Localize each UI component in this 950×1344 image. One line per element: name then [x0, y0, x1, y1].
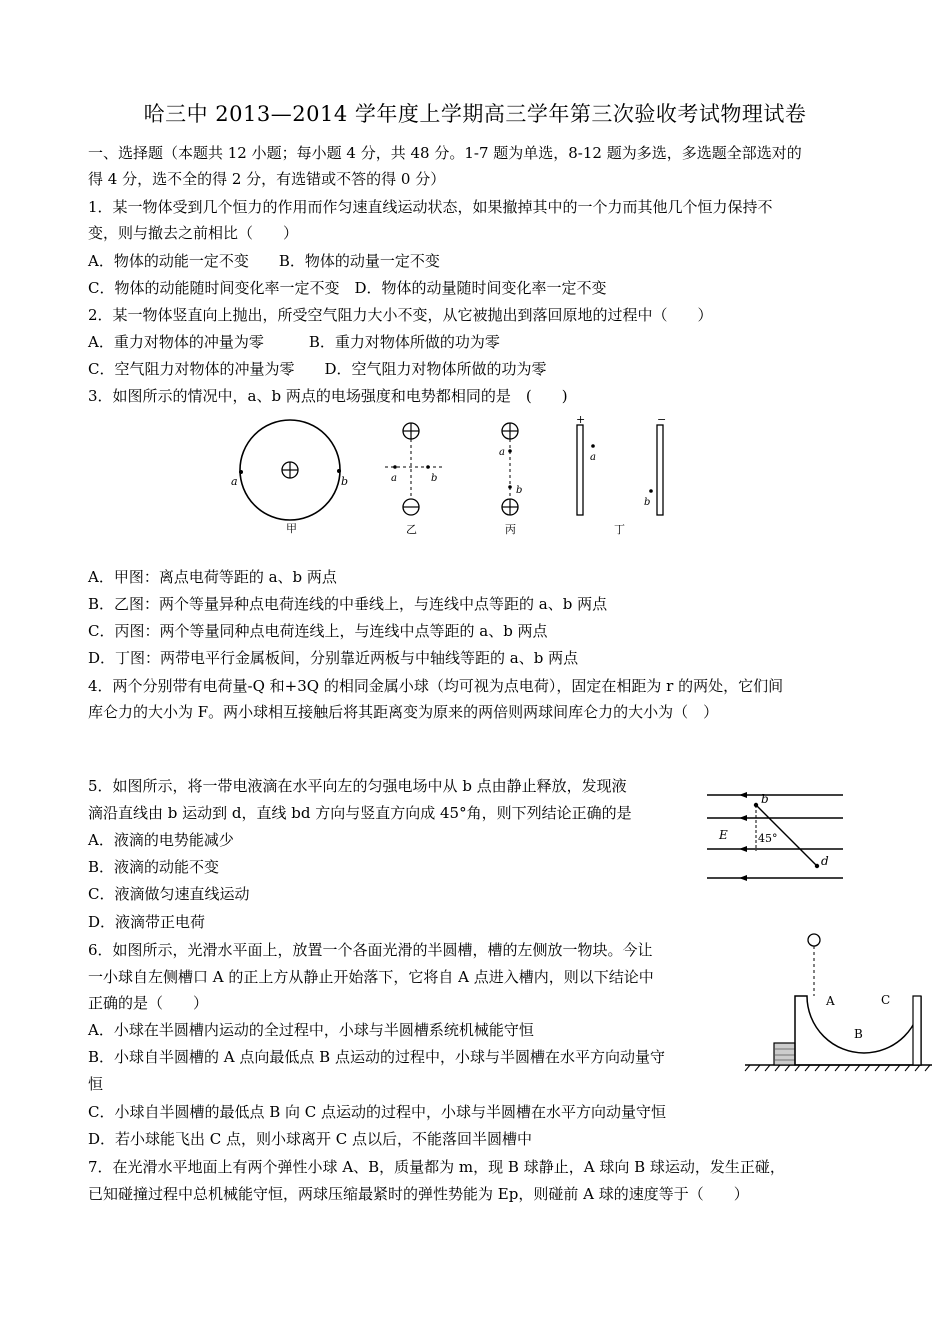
q3-fig4-minus-label: − [657, 415, 667, 426]
q6-option-c: C．小球自半圆槽的最低点 B 向 C 点运动的过程中，小球与半圆槽在水平方向动量守恒 [88, 1103, 667, 1121]
section-instructions: 一、选择题（本题共 12 小题；每小题 4 分，共 48 分。1-7 题为单选，8-12 题为多选，多选题全部选对的 [88, 144, 802, 162]
q3-stem: 3．如图所示的情况中，a、b 两点的电场强度和电势都相同的是 ( ) [88, 387, 568, 405]
q3-fig4-plus-label: + [576, 415, 586, 426]
q5-stem: 5．如图所示，将一带电液滴在水平向左的匀强电场中从 b 点由静止释放，发现液 [88, 777, 627, 795]
q5-option-c: C．液滴做匀速直线运动 [88, 885, 250, 903]
q6-option-b: B．小球自半圆槽的 A 点向最低点 B 点运动的过程中，小球与半圆槽在水平方向动量守 [88, 1048, 665, 1066]
q3-option-d: D．丁图：两带电平行金属板间，分别靠近两板与中轴线等距的 a、b 两点 [88, 649, 579, 667]
q5-fig-d-label: d [821, 854, 829, 868]
q3-fig3-a-label: a [499, 447, 505, 458]
q5-option-b: B．液滴的动能不变 [88, 858, 220, 876]
q3-fig2-a-label: a [391, 473, 397, 484]
q6-option-a: A．小球在半圆槽内运动的全过程中，小球与半圆槽系统机械能守恒 [88, 1021, 534, 1039]
q2-options-ab: A．重力对物体的冲量为零 B．重力对物体所做的功为零 [88, 333, 500, 351]
q6-fig-a-label: A [826, 994, 835, 1008]
q2-options-cd: C．空气阻力对物体的冲量为零 D．空气阻力对物体所做的功为零 [88, 360, 547, 378]
q1-options-cd: C．物体的动能随时间变化率一定不变 D．物体的动量随时间变化率一定不变 [88, 279, 607, 297]
q5-option-a: A．液滴的电势能减少 [88, 831, 234, 849]
q3-fig2-label: 乙 [406, 523, 417, 536]
q7-stem-cont: 已知碰撞过程中总机械能守恒，两球压缩最紧时的弹性势能为 Ep，则碰前 A 球的速度等于（ ） [88, 1185, 749, 1203]
q6-fig-b-label: B [854, 1027, 863, 1041]
q6-option-b-cont: 恒 [88, 1075, 104, 1093]
q3-fig3-label: 丙 [505, 523, 516, 536]
q3-fig1-a-label: a [231, 475, 238, 488]
q5-fig-field-label: E [719, 828, 728, 842]
q5-fig-b-label: b [761, 792, 769, 806]
q2-stem: 2．某一物体竖直向上抛出，所受空气阻力大小不变，从它被抛出到落回原地的过程中（ ） [88, 306, 713, 324]
q3-fig1-b-label: b [341, 475, 349, 488]
q3-fig3-b-label: b [516, 485, 523, 496]
q6-option-d: D．若小球能飞出 C 点，则小球离开 C 点以后，不能落回半圆槽中 [88, 1130, 533, 1148]
q3-fig4-b-label: b [644, 497, 651, 508]
q3-fig2-b-label: b [431, 473, 438, 484]
q5-figure [705, 785, 847, 885]
q3-option-b: B．乙图：两个等量异种点电荷连线的中垂线上，与连线中点等距的 a、b 两点 [88, 595, 608, 613]
q5-option-d: D．液滴带正电荷 [88, 913, 206, 931]
q3-fig4-label: 丁 [614, 523, 625, 536]
q3-figure [220, 415, 680, 540]
q4-stem: 4．两个分别带有电荷量-Q 和+3Q 的相同金属小球（均可视为点电荷），固定在相距为 r 的两处，它们间 [88, 677, 784, 695]
q6-stem-cont: 一小球自左侧槽口 A 的正上方从静止开始落下，它将自 A 点进入槽内，则以下结论中 [88, 968, 654, 986]
q3-fig4-a-label: a [590, 452, 596, 463]
q6-fig-c-label: C [881, 993, 891, 1007]
q3-fig1-label: 甲 [286, 522, 297, 535]
page-title: 哈三中 2013—2014 学年度上学期高三学年第三次验收考试物理试卷 [143, 102, 807, 126]
q3-option-a: A．甲图：离点电荷等距的 a、b 两点 [88, 568, 337, 586]
q3-option-c: C．丙图：两个等量同种点电荷连线上，与连线中点等距的 a、b 两点 [88, 622, 548, 640]
q6-stem-cont2: 正确的是（ ） [88, 994, 209, 1012]
q5-fig-angle-label: 45° [758, 832, 778, 845]
q5-stem-cont: 滴沿直线由 b 运动到 d，直线 bd 方向与竖直方向成 45°角，则下列结论正确的是 [88, 804, 632, 822]
q7-stem: 7．在光滑水平地面上有两个弹性小球 A、B，质量都为 m，现 B 球静止，A 球向 B 球运动，发生正碰， [88, 1158, 785, 1176]
q4-stem-cont: 库仑力的大小为 F。两小球相互接触后将其距离变为原来的两倍则两球间库仑力的大小为（ ） [88, 703, 719, 721]
section-instructions-cont: 得 4 分，选不全的得 2 分，有选错或不答的得 0 分） [88, 170, 446, 188]
q6-figure [742, 928, 937, 1073]
q1-stem-cont: 变，则与撤去之前相比（ ） [88, 224, 299, 242]
q1-stem: 1．某一物体受到几个恒力的作用而作匀速直线运动状态，如果撤掉其中的一个力而其他几个恒力保持不 [88, 198, 773, 216]
q1-options-ab: A．物体的动能一定不变 B．物体的动量一定不变 [88, 252, 440, 270]
q6-stem: 6．如图所示，光滑水平面上，放置一个各面光滑的半圆槽，槽的左侧放一物块。今让 [88, 941, 653, 959]
